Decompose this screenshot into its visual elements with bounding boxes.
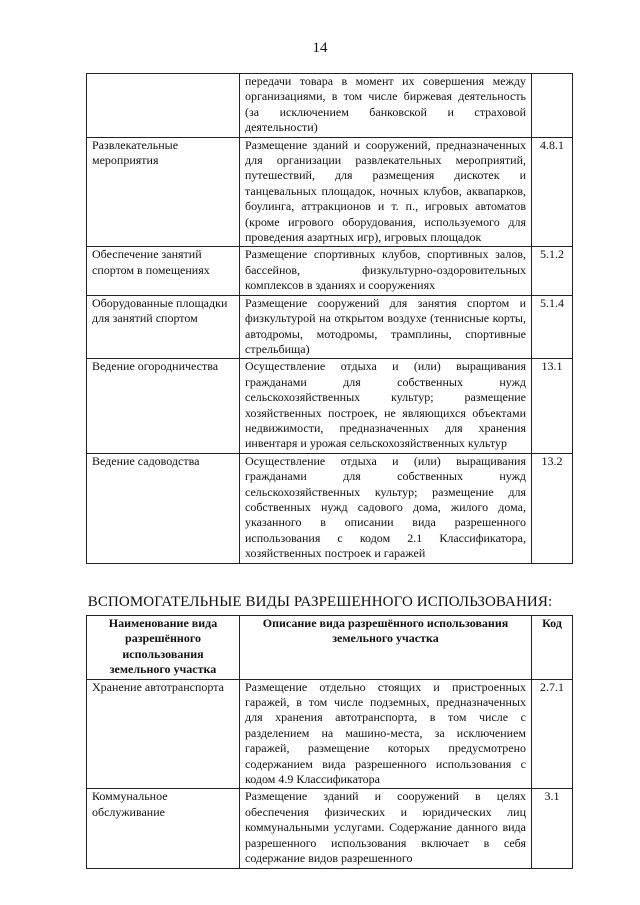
land-use-code-cell (532, 74, 573, 138)
land-use-name-cell: Хранение автотранспорта (87, 679, 240, 789)
land-use-name-cell: Обеспечение занятий спортом в помещениях (87, 247, 240, 295)
table-row (87, 789, 573, 868)
table-row (87, 247, 573, 295)
header-code: Код (532, 616, 573, 680)
land-use-description-cell: Осуществление отдыха и (или) выращивания гражданами для собственных нужд сельскохозяйственных культур; размещение хозяйственных построек, не являющихся объектами недвижимости, предназначенных для хранения инвентаря и урожая сельскохозяйственных культур (240, 359, 532, 453)
land-use-description-cell: Размещение зданий и сооружений, предназначенных для организации развлекательных мероприятий, путешествий, для размещения дискотек и танцевальных площадок, ночных клубов, аквапарков, боулинга, аттракционов и т. п., игровых автоматов (кроме игрового оборудования, используемого для проведения азартных игр), игровых площадок (240, 137, 532, 247)
land-use-code-cell: 13.1 (532, 359, 573, 453)
table-header-row (87, 616, 573, 680)
land-use-name-cell: Ведение садоводства (87, 453, 240, 563)
table-row (87, 137, 573, 247)
land-use-name-cell: Оборудованные площадки для занятий спортом (87, 295, 240, 359)
land-use-description-cell: Размещение сооружений для занятия спортом и физкультурой на открытом воздухе (теннисные корты, автодромы, мотодромы, трамплины, спортивные стрельбища) (240, 295, 532, 359)
land-use-name-cell: Коммунальное обслуживание (87, 789, 240, 868)
land-use-table-main (86, 73, 573, 564)
land-use-description-cell: Размещение спортивных клубов, спортивных залов, бассейнов, физкультурно-оздоровительных комплексов в зданиях и сооружениях (240, 247, 532, 295)
land-use-table-auxiliary (86, 615, 573, 869)
land-use-name-cell: Ведение огородничества (87, 359, 240, 453)
header-description: Описание вида разрешённого использования земельного участка (240, 616, 532, 680)
land-use-code-cell: 13.2 (532, 453, 573, 563)
land-use-name-cell: Развлекательные мероприятия (87, 137, 240, 247)
land-use-code-cell: 4.8.1 (532, 137, 573, 247)
table-row (87, 295, 573, 359)
land-use-description-cell: передачи товара в момент их совершения между организациями, в том числе биржевая деятельность (за исключением банковской и страховой деятельности) (240, 74, 532, 138)
land-use-code-cell: 5.1.2 (532, 247, 573, 295)
table-row (87, 359, 573, 453)
section-heading-auxiliary: ВСПОМОГАТЕЛЬНЫЕ ВИДЫ РАЗРЕШЕННОГО ИСПОЛЬЗОВАНИЯ: (87, 594, 553, 610)
table-row (87, 74, 573, 138)
land-use-description-cell: Осуществление отдыха и (или) выращивания гражданами для собственных нужд сельскохозяйственных культур; размещение для собственных нужд садового дома, жилого дома, указанного в описании вида разрешенного использования с кодом 2.1 Классификатора, хозяйственных построек и гаражей (240, 453, 532, 563)
table-row (87, 453, 573, 563)
land-use-description-cell: Размещение отдельно стоящих и пристроенных гаражей, в том числе подземных, предназначенных для хранения автотранспорта, в том числе с разделением на машино-места, за исключением гаражей, размещение которых предусмотрено содержанием вида разрешенного использования с кодом 4.9 Классификатора (240, 679, 532, 789)
table-row (87, 679, 573, 789)
land-use-code-cell: 2.7.1 (532, 679, 573, 789)
page-number: 14 (312, 40, 328, 56)
land-use-name-cell (87, 74, 240, 138)
land-use-description-cell: Размещение зданий и сооружений в целях обеспечения физических и юридических лиц коммунальными услугами. Содержание данного вида разрешенного использования включает в себя содержание видов разрешенного (240, 789, 532, 868)
land-use-code-cell: 3.1 (532, 789, 573, 868)
header-name: Наименование вида разрешённого использования земельного участка (87, 616, 240, 680)
land-use-code-cell: 5.1.4 (532, 295, 573, 359)
